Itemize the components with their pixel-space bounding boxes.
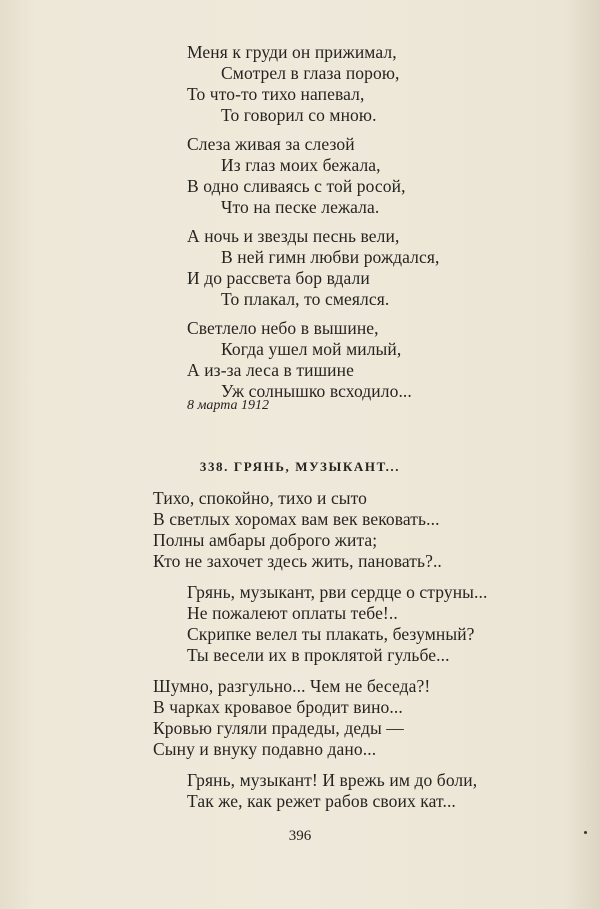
verse-line: Слеза живая за слезой <box>187 134 355 154</box>
verse-line: То плакал, то смеялся. <box>221 289 390 309</box>
verse-line: А из-за леса в тишине <box>187 360 354 380</box>
verse-line: Так же, как режет рабов своих кат... <box>187 791 456 811</box>
poem-date: 8 марта 1912 <box>187 398 270 413</box>
verse-line: Кто не захочет здесь жить, пановать?.. <box>153 551 442 571</box>
verse-line: Не пожалеют оплаты тебе!.. <box>187 603 398 623</box>
verse-line: В ней гимн любви рождался, <box>221 247 440 267</box>
verse-line: Шумно, разгульно... Чем не беседа?! <box>153 676 431 696</box>
verse-line: В светлых хоромах вам век вековать... <box>153 509 440 529</box>
verse-line: В чарках кровавое бродит вино... <box>153 697 403 717</box>
verse-line: Когда ушел мой милый, <box>221 339 402 359</box>
verse-line: Меня к груди он прижимал, <box>187 42 397 62</box>
verse-line: Грянь, музыкант, рви сердце о струны... <box>187 582 488 602</box>
verse-line: И до рассвета бор вдали <box>187 268 370 288</box>
poem-title: 338. ГРЯНЬ, МУЗЫКАНТ... <box>199 459 401 474</box>
page-number: 396 <box>288 828 312 844</box>
print-speck <box>584 831 587 834</box>
verse-line: Смотрел в глаза порою, <box>221 63 400 83</box>
verse-line: Полны амбары доброго жита; <box>153 530 378 550</box>
verse-line: То говорил со мною. <box>221 105 377 125</box>
verse-line: Что на песке лежала. <box>221 197 380 217</box>
verse-line: Кровью гуляли прадеды, деды — <box>153 718 404 738</box>
verse-line: Уж солнышко всходило... <box>221 381 412 401</box>
verse-line: Скрипке велел ты плакать, безумный? <box>187 624 475 644</box>
verse-line: То что-то тихо напевал, <box>187 84 365 104</box>
verse-line: Ты весели их в проклятой гульбе... <box>187 645 450 665</box>
verse-line: А ночь и звезды песнь вели, <box>187 226 400 246</box>
verse-line: Грянь, музыкант! И врежь им до боли, <box>187 770 478 790</box>
verse-line: Тихо, спокойно, тихо и сыто <box>153 488 368 508</box>
verse-line: Сыну и внуку подавно дано... <box>153 739 377 759</box>
verse-line: Из глаз моих бежала, <box>221 155 381 175</box>
verse-line: Светлело небо в вышине, <box>187 318 379 338</box>
verse-line: В одно сливаясь с той росой, <box>187 176 406 196</box>
